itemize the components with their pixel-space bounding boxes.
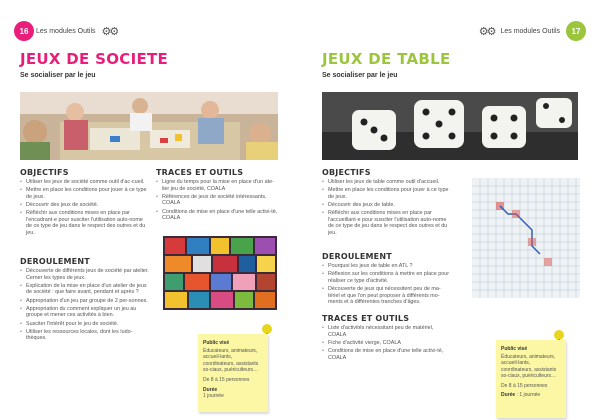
list-item: • Découvrir des jeux de table. [322,202,450,209]
duration-value: 1 journée [519,392,541,399]
header-label: Les modules Outils [500,27,560,35]
deroulement-heading: DEROULEMENT [322,252,392,261]
page-number-badge: 17 [566,21,586,41]
list-item: • Utiliser les ressources locales, dont les ludo-thèques. [20,329,150,342]
objectifs-heading: OBJECTIFS [20,168,69,177]
traces-list [322,325,450,363]
list-item: • Pourquoi les jeux de table en ATL ? [322,263,450,270]
gears-icon: ⚙⚙ [101,25,118,38]
traces-heading: TRACES ET OUTILS [156,168,244,177]
duration-value: 1 journée [203,393,224,400]
list-item: • Réfléchir aux conditions mises en place par l'accueillant·e pour susciter l'utilisation auto-nome de ce type de jeu dans le respect des outres et du jeu. [322,210,450,236]
group-size: De 8 à 15 personnes [203,377,250,384]
public-text: Éducateurs, animateurs, accueil-lants, coordinateurs, assistants so-ciaux, puériculteurs… [501,354,557,379]
traces-heading: TRACES ET OUTILS [322,314,410,323]
list-item: • Ligne du temps pour la mise en place d'un ate-lier jeu de société, COALA [156,179,280,192]
dice-photo [322,92,578,160]
squared-paper-game-photo [472,178,580,298]
list-item: • Découverte de différents jeux de société par atelier. Cerner les types de jeux. [20,268,150,281]
left-page-header [14,20,121,42]
children-playing-photo [20,92,278,160]
page-title: JEUX DE TABLE [322,50,451,68]
public-text: Éducateurs, animateurs, accueil-lants, coordinateurs, assistants so-ciaux, puériculteurs… [203,348,259,373]
public-heading: Public visé [501,346,528,352]
deroulement-heading: DEROULEMENT [20,257,90,266]
list-item: • Appropriation d'un jeu par groupe de 2 per-sonnes. [20,298,150,305]
list-item: • Liste d'activités nécessitant peu de matériel, COALA [322,325,450,338]
list-item: • Appropriation du comment expliquer un jeu au groupe et mener ces activités à bien. [20,306,150,319]
list-item: • Susciter l'intérêt pour le jeu de société. [20,321,150,328]
list-item: • Conditions de mise en place d'une telle activi-té, COALA [156,209,280,222]
gears-icon: ⚙⚙ [478,25,495,38]
board-games-shelf-photo [163,236,277,310]
list-item: • Réflexion sur les conditions à mettre en place pour réaliser ce type d'activité. [322,271,450,284]
header-label: Les modules Outils [36,27,96,35]
deroulement-list [20,268,150,344]
list-item: • Réfléchir aux conditions mises en place par l'encadrant·e pour susciter l'utilisation auto-nome de ce type de jeu dans le respect des outres et du jeu. [20,210,150,236]
objectifs-list [322,179,450,238]
page-subtitle: Se socialiser par le jeu [20,72,96,79]
deroulement-list [322,263,450,307]
duration-label: Durée [501,392,516,399]
page-subtitle: Se socialiser par le jeu [322,72,398,79]
objectifs-list [20,179,150,238]
group-size: De 8 à 15 personnes [501,383,548,390]
duration-label: Durée [203,387,218,394]
list-item: • Utiliser les jeux de table comme outil d'accueil. [322,179,450,186]
audience-postit: Public visé Éducateurs, animateurs, accueil-lants, coordinateurs, assistants so-ciaux, puériculteurs… De 8 à 15 personnes Durée : 1 journée [496,340,566,418]
traces-list [156,179,280,223]
list-item: • Explication de la mise en place d'un atelier de jeux de société : que faire avant, pendant et après ? [20,283,150,296]
page-title: JEUX DE SOCIETE [20,50,169,68]
list-item: • Mettre en place les conditions pour jouer à ce type de jeux. [20,187,150,200]
list-item: • Découverte de jeux qui nécessitent peu de ma-tériel et que l'on peut proposer à différents mo-ments et à différentes tranches d'âges. [322,286,450,306]
right-page [300,0,600,420]
list-item: • Découvrir des jeux de société. [20,202,150,209]
page-number-badge: 16 [14,21,34,41]
list-item: • Mettre en place les conditions pour jouer à ce type de jeux. [322,187,450,200]
right-page-header [475,20,586,42]
public-heading: Public visé [203,340,230,346]
objectifs-heading: OBJECTIFS [322,168,371,177]
list-item: • Références de jeux de société intéressants, COALA [156,194,280,207]
list-item: • Fiche d'activité vierge, COALA [322,340,450,347]
audience-postit [198,334,268,412]
list-item: • Utiliser les jeux de société comme outil d'ac-cueil. [20,179,150,186]
list-item: • Conditions de mise en place d'une telle activi-té, COALA [322,348,450,361]
